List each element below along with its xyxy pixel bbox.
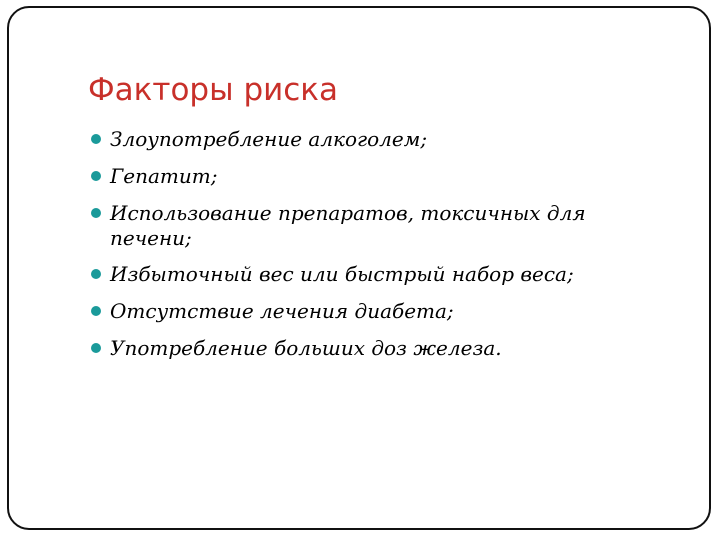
bullet-dot-icon — [91, 208, 101, 218]
bullet-text: Избыточный вес или быстрый набор веса; — [110, 262, 574, 286]
bullet-list — [89, 127, 649, 373]
list-item — [89, 336, 649, 361]
bullet-dot-icon — [91, 269, 101, 279]
list-item — [89, 127, 649, 152]
bullet-dot-icon — [91, 306, 101, 316]
list-item — [89, 299, 649, 324]
slide-frame — [7, 6, 711, 530]
bullet-dot-icon — [91, 134, 101, 144]
bullet-text: Отсутствие лечения диабета; — [110, 299, 454, 323]
bullet-text: Использование препаратов, токсичных для печени; — [110, 201, 586, 250]
list-item — [89, 164, 649, 189]
list-item — [89, 201, 649, 251]
bullet-dot-icon — [91, 171, 101, 181]
bullet-text: Гепатит; — [110, 164, 218, 188]
list-item — [89, 262, 649, 287]
bullet-text: Употребление больших доз железа. — [110, 336, 502, 360]
bullet-dot-icon — [91, 343, 101, 353]
slide-title: Факторы риска — [88, 72, 339, 108]
bullet-text: Злоупотребление алкоголем; — [110, 127, 428, 151]
